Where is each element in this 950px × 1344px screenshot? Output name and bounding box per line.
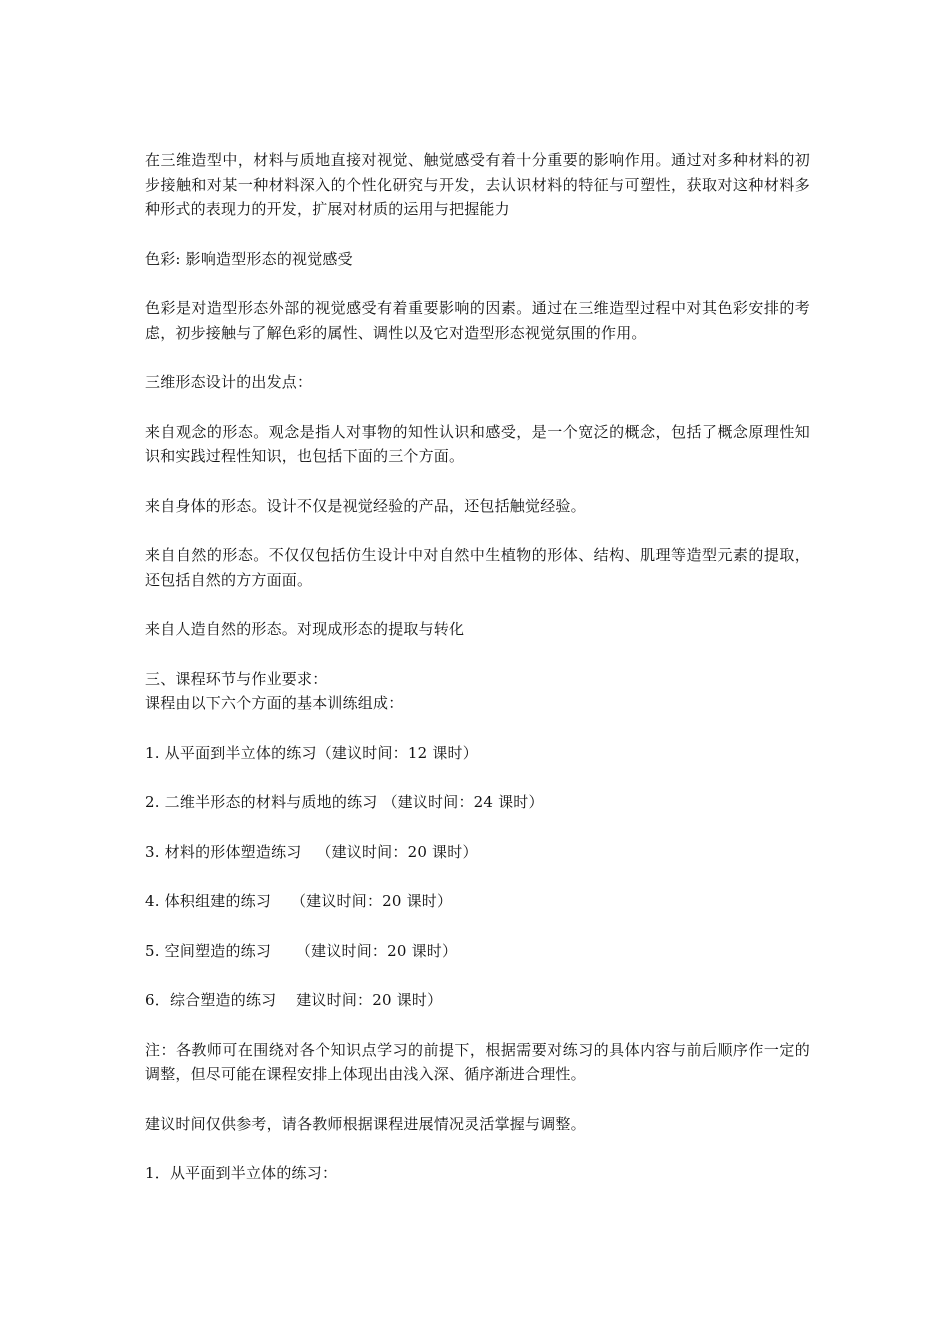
paragraph-materials: 在三维造型中，材料与质地直接对视觉、触觉感受有着十分重要的影响作用。通过对多种材料的初步接触和对某一种材料深入的个性化研究与开发，去认识材料的特征与可塑性，获取对这种材料多种形式的表现力的开发，扩展对材质的运用与把握能力 bbox=[145, 151, 810, 218]
paragraph-artificial-form: 来自人造自然的形态。对现成形态的提取与转化 bbox=[145, 620, 465, 638]
paragraph-course-intro: 课程由以下六个方面的基本训练组成： bbox=[145, 694, 404, 712]
section-heading-course: 三、课程环节与作业要求： bbox=[145, 669, 328, 688]
paragraph-color-heading: 色彩: 影响造型形态的视觉感受 bbox=[145, 249, 353, 268]
paragraph-nature-form: 来自自然的形态。不仅仅包括仿生设计中对自然中生植物的形体、结构、肌理等造型元素的提取，还包括自然的方方面面。 bbox=[145, 546, 810, 589]
paragraph-time-reference: 建议时间仅供参考，请各教师根据课程进展情况灵活掌握与调整。 bbox=[145, 1114, 586, 1133]
list-item-exercise-5: 5. 空间塑造的练习 （建议时间：20 课时） bbox=[145, 941, 458, 960]
list-item-exercise-2: 2. 二维半形态的材料与质地的练习 （建议时间：24 课时） bbox=[145, 793, 544, 811]
paragraph-note: 注：各教师可在围绕对各个知识点学习的前提下，根据需要对练习的具体内容与前后顺序作一定的调整，但尽可能在课程安排上体现出由浅入深、循序渐进合理性。 bbox=[145, 1040, 810, 1083]
document-page bbox=[145, 148, 810, 1211]
paragraph-color: 色彩是对造型形态外部的视觉感受有着重要影响的因素。通过在三维造型过程中对其色彩安排的考虑，初步接触与了解色彩的属性、调性以及它对造型形态视觉氛围的作用。 bbox=[145, 299, 810, 342]
list-item-exercise-4: 4. 体积组建的练习 （建议时间：20 课时） bbox=[145, 892, 453, 910]
paragraph-starting-points-heading: 三维形态设计的出发点： bbox=[145, 373, 313, 391]
list-item-exercise-3: 3. 材料的形体塑造练习 （建议时间：20 课时） bbox=[145, 842, 478, 861]
paragraph-concept-form: 来自观念的形态。观念是指人对事物的知性认识和感受，是一个宽泛的概念，包括了概念原理性知识和实践过程性知识，也包括下面的三个方面。 bbox=[145, 422, 810, 465]
subheading-exercise-1: 1．从平面到半立体的练习： bbox=[145, 1164, 338, 1182]
list-item-exercise-6: 6．综合塑造的练习 建议时间：20 课时） bbox=[145, 991, 443, 1009]
list-item-exercise-1: 1. 从平面到半立体的练习（建议时间：12 课时） bbox=[145, 743, 478, 762]
paragraph-body-form: 来自身体的形态。设计不仅是视觉经验的产品，还包括触觉经验。 bbox=[145, 496, 586, 515]
